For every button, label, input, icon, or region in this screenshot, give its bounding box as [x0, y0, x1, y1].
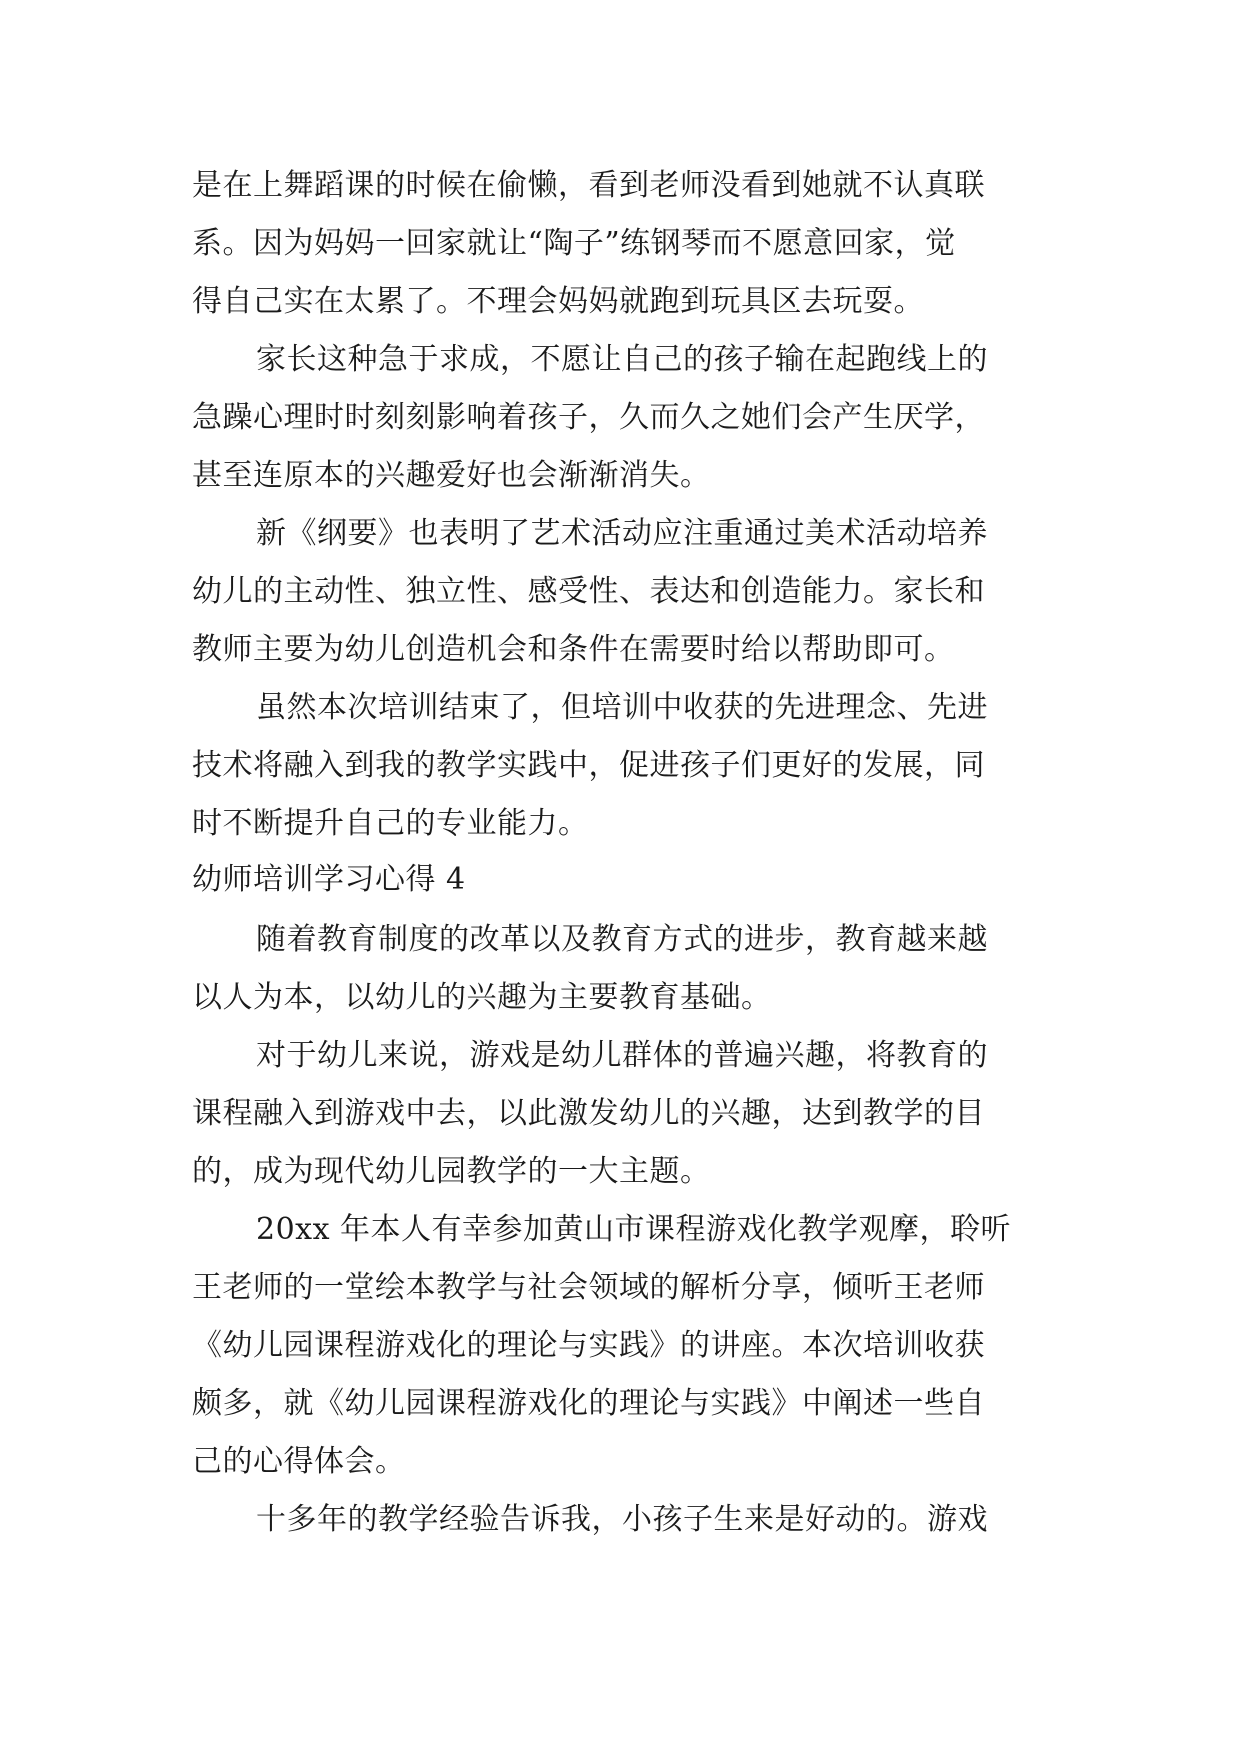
paragraph-first-line: 新《纲要》也表明了艺术活动应注重通过美术活动培养: [256, 516, 988, 551]
text-line: 是在上舞蹈课的时候在偷懒，看到老师没看到她就不认真联: [192, 168, 985, 203]
text-line: 己的心得体会。: [192, 1444, 406, 1479]
text-line: 技术将融入到我的教学实践中，促进孩子们更好的发展，同: [192, 748, 985, 783]
paragraph-first-line: 对于幼儿来说，游戏是幼儿群体的普遍兴趣，将教育的: [256, 1038, 988, 1073]
paragraph-first-line: 虽然本次培训结束了，但培训中收获的先进理念、先进: [256, 690, 988, 725]
paragraph-first-line: 十多年的教学经验告诉我，小孩子生来是好动的。游戏: [256, 1502, 988, 1537]
text-line: 以人为本，以幼儿的兴趣为主要教育基础。: [192, 980, 772, 1015]
paragraph-first-line: 随着教育制度的改革以及教育方式的进步，教育越来越: [256, 922, 988, 957]
text-line: 急躁心理时时刻刻影响着孩子，久而久之她们会产生厌学，: [192, 400, 985, 435]
text-line: 王老师的一堂绘本教学与社会领域的解析分享，倾听王老师: [192, 1270, 985, 1305]
text-line: 课程融入到游戏中去，以此激发幼儿的兴趣，达到教学的目: [192, 1096, 985, 1131]
text-line: 时不断提升自己的专业能力。: [192, 806, 589, 841]
section-heading: 幼师培训学习心得 4: [192, 862, 466, 897]
text-line: 得自己实在太累了。不理会妈妈就跑到玩具区去玩耍。: [192, 284, 924, 319]
text-line: 的，成为现代幼儿园教学的一大主题。: [192, 1154, 711, 1189]
text-line: 系。因为妈妈一回家就让“陶子”练钢琴而不愿意回家，觉: [192, 226, 956, 261]
text-line: 《幼儿园课程游戏化的理论与实践》的讲座。本次培训收获: [192, 1328, 985, 1363]
text-line: 甚至连原本的兴趣爱好也会渐渐消失。: [192, 458, 711, 493]
text-line: 颇多，就《幼儿园课程游戏化的理论与实践》中阐述一些自: [192, 1386, 985, 1421]
text-line: 幼儿的主动性、独立性、感受性、表达和创造能力。家长和: [192, 574, 985, 609]
text-line: 教师主要为幼儿创造机会和条件在需要时给以帮助即可。: [192, 632, 955, 667]
paragraph-first-line: 20xx 年本人有幸参加黄山市课程游戏化教学观摩，聆听: [256, 1212, 1012, 1247]
paragraph-first-line: 家长这种急于求成，不愿让自己的孩子输在起跑线上的: [256, 342, 988, 377]
